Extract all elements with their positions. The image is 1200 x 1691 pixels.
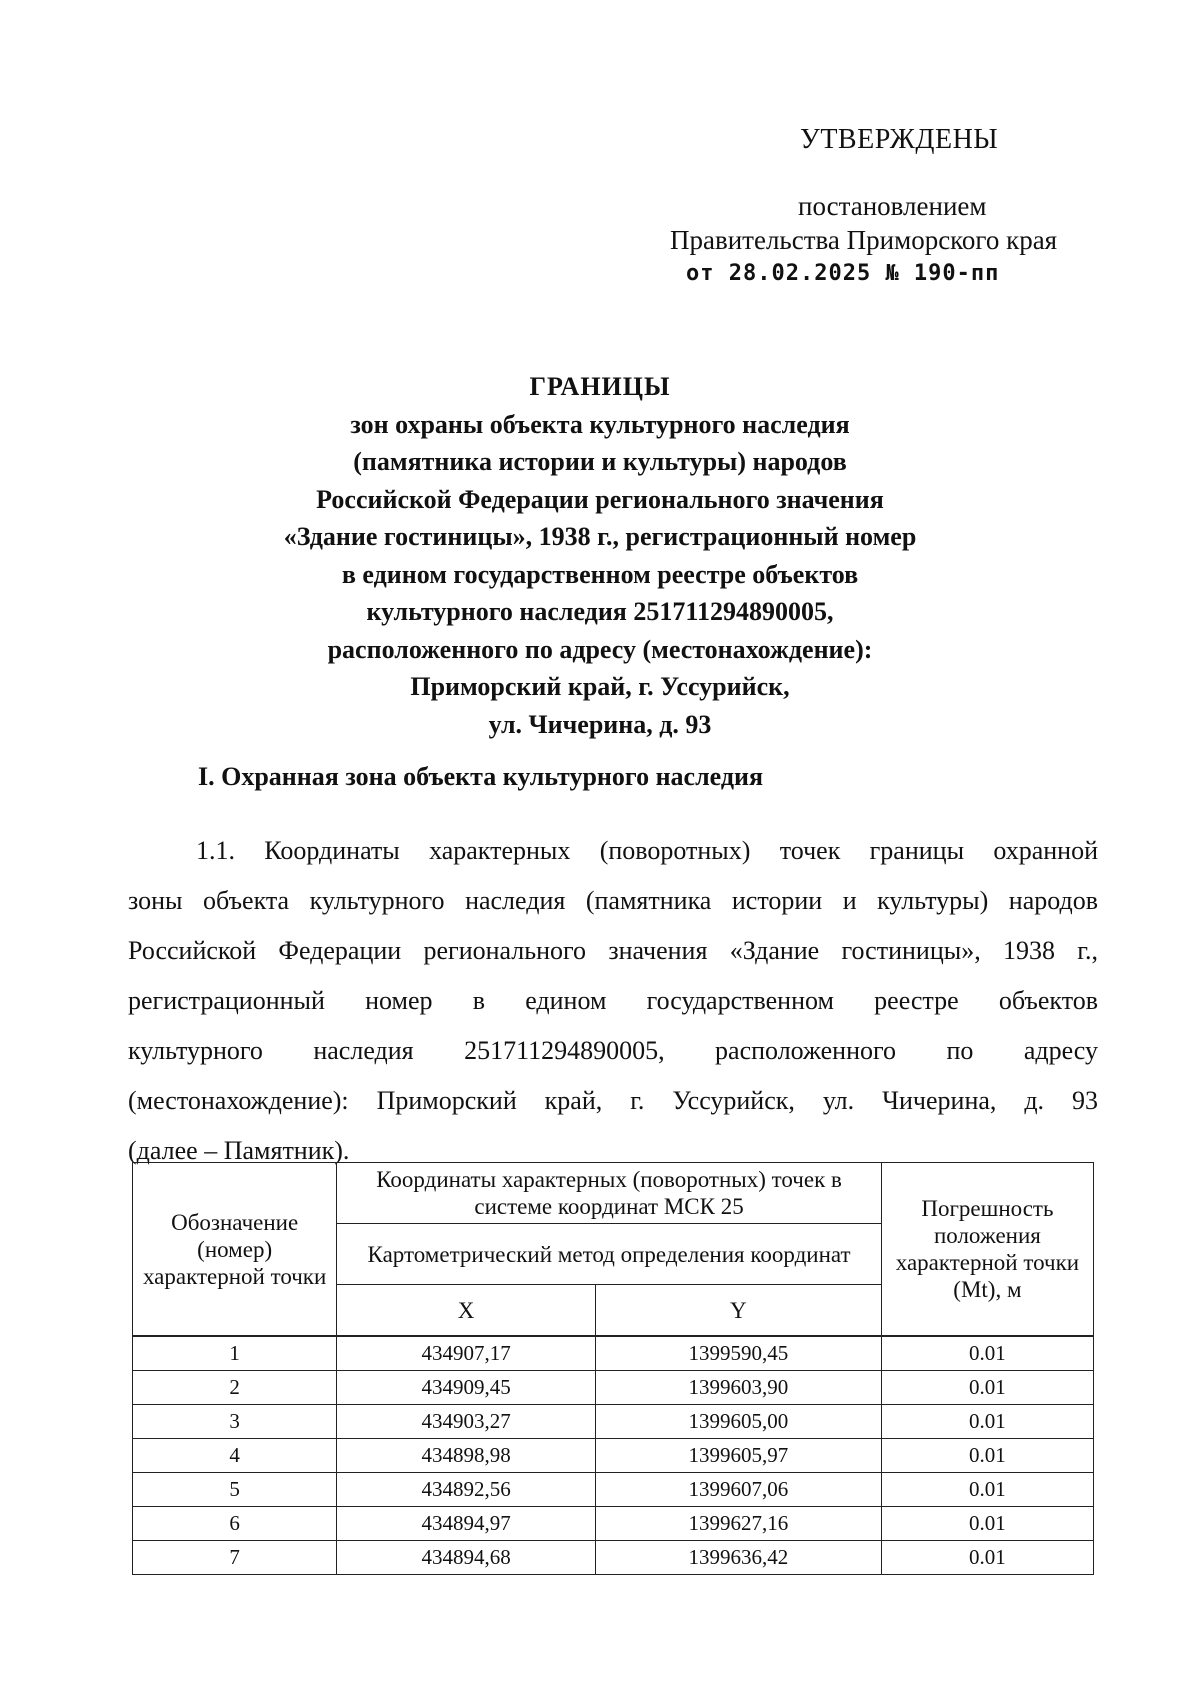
cell-point: 6 xyxy=(133,1507,337,1541)
paragraph-line: зоны объекта культурного наследия (памятника истории и культуры) народов xyxy=(128,886,1098,915)
title-line: культурного наследия 251711294890005, xyxy=(366,597,834,626)
cell-y: 1399590,45 xyxy=(595,1336,881,1371)
title-line: Приморский край, г. Уссурийск, xyxy=(410,672,790,701)
cell-point: 1 xyxy=(133,1336,337,1371)
cell-error: 0.01 xyxy=(881,1507,1093,1541)
cell-y: 1399605,97 xyxy=(595,1439,881,1473)
table-row xyxy=(133,1371,1094,1405)
cell-error: 0.01 xyxy=(881,1336,1093,1371)
paragraph-line: (местонахождение): Приморский край, г. Уссурийск, ул. Чичерина, д. 93 xyxy=(128,1086,1098,1115)
header-error: Погрешность положения характерной точки (Mt), м xyxy=(881,1163,1093,1337)
cell-x: 434898,98 xyxy=(337,1439,596,1473)
cell-error: 0.01 xyxy=(881,1371,1093,1405)
title-line: «Здание гостиницы», 1938 г., регистрационный номер xyxy=(283,522,917,551)
section-heading: I. Охранная зона объекта культурного наследия xyxy=(198,762,764,791)
cell-error: 0.01 xyxy=(881,1439,1093,1473)
header-method: Картометрический метод определения координат xyxy=(337,1224,882,1285)
header-coordinates: Координаты характерных (поворотных) точек в системе координат МСК 25 xyxy=(337,1163,882,1224)
approval-line-decree-type: постановлением xyxy=(798,191,987,221)
paragraph-line: регистрационный номер в едином государственном реестре объектов xyxy=(128,986,1098,1015)
cell-point: 5 xyxy=(133,1473,337,1507)
document-title xyxy=(130,368,1070,743)
table-row xyxy=(133,1473,1094,1507)
table-row xyxy=(133,1439,1094,1473)
header-y: Y xyxy=(595,1285,881,1337)
section-paragraph xyxy=(128,826,1098,1176)
title-line: в едином государственном реестре объектов xyxy=(341,559,859,589)
table-row xyxy=(133,1405,1094,1439)
header-point-number: Обозначение (номер) характерной точки xyxy=(133,1163,337,1337)
table-row xyxy=(133,1541,1094,1575)
table-row xyxy=(133,1507,1094,1541)
paragraph-line: Российской Федерации регионального значения «Здание гостиницы», 1938 г., xyxy=(128,936,1098,965)
cell-y: 1399603,90 xyxy=(595,1371,881,1405)
cell-x: 434894,68 xyxy=(337,1541,596,1575)
cell-error: 0.01 xyxy=(881,1405,1093,1439)
cell-error: 0.01 xyxy=(881,1541,1093,1575)
header-x: X xyxy=(337,1285,596,1337)
cell-y: 1399636,42 xyxy=(595,1541,881,1575)
cell-point: 7 xyxy=(133,1541,337,1575)
title-line: (памятника истории и культуры) народов xyxy=(353,447,847,476)
cell-y: 1399627,16 xyxy=(595,1507,881,1541)
cell-x: 434903,27 xyxy=(337,1405,596,1439)
approval-block xyxy=(660,124,1100,290)
approval-decree-number: от 28.02.2025 № 190-пп xyxy=(686,261,1000,286)
cell-point: 2 xyxy=(133,1371,337,1405)
table-row xyxy=(133,1336,1094,1371)
paragraph-line: культурного наследия 251711294890005, расположенного по адресу xyxy=(128,1036,1098,1065)
cell-y: 1399607,06 xyxy=(595,1473,881,1507)
cell-x: 434892,56 xyxy=(337,1473,596,1507)
title-line: ул. Чичерина, д. 93 xyxy=(488,709,712,739)
paragraph-line: (далее – Памятник). xyxy=(128,1136,350,1165)
approval-line-authority: Правительства Приморского края xyxy=(670,225,1058,255)
title-line: расположенного по адресу (местонахождение): xyxy=(327,634,873,664)
title-main: ГРАНИЦЫ xyxy=(529,372,671,401)
title-line: Российской Федерации регионального значения xyxy=(316,484,884,514)
cell-point: 3 xyxy=(133,1405,337,1439)
cell-error: 0.01 xyxy=(881,1473,1093,1507)
coordinates-table xyxy=(132,1162,1094,1575)
cell-y: 1399605,00 xyxy=(595,1405,881,1439)
cell-point: 4 xyxy=(133,1439,337,1473)
paragraph-line: 1.1. Координаты характерных (поворотных) точек границы охранной xyxy=(196,836,1098,865)
title-line: зон охраны объекта культурного наследия xyxy=(350,409,850,439)
cell-x: 434909,45 xyxy=(337,1371,596,1405)
cell-x: 434894,97 xyxy=(337,1507,596,1541)
cell-x: 434907,17 xyxy=(337,1336,596,1371)
approval-stamp: УТВЕРЖДЕНЫ xyxy=(800,124,999,155)
